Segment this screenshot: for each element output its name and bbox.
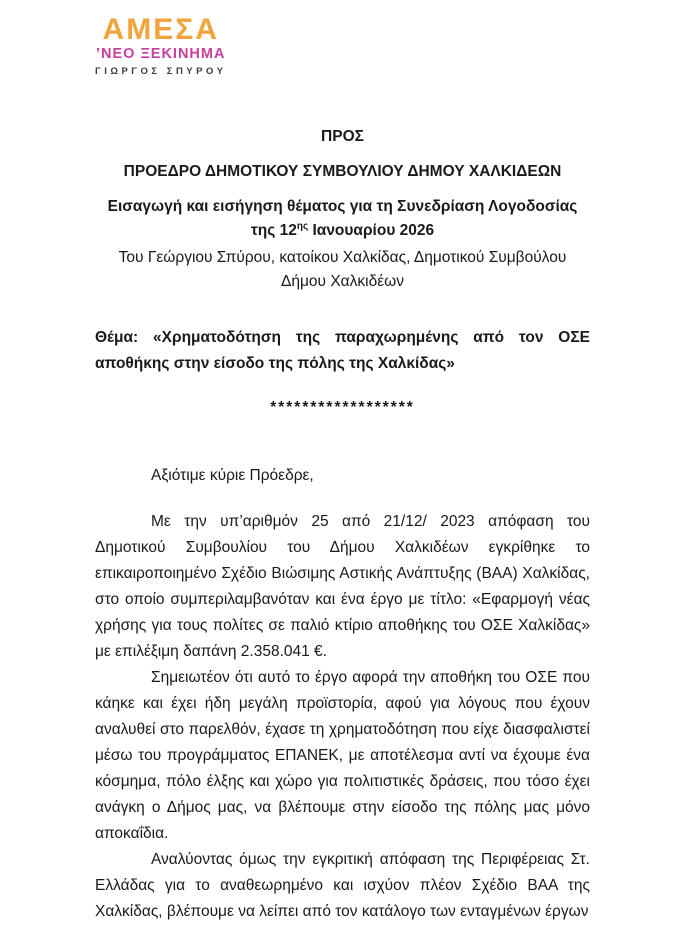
logo-brand-text: ΑΜΕΣΑ xyxy=(102,13,219,46)
body-paragraph: Με την υπ’αριθμόν 25 από 21/12/ 2023 απόφαση του Δημοτικού Συμβουλίου του Δήμου Χαλκιδέων εγκρίθηκε το επικαιροποιημένο Σχέδιο Βιώσιμης Αστικής Ανάπτυξης (ΒΑΑ) Χαλκίδας, στο οποίο συμπεριλαμβανόταν και ένα έργο με τίτλο: «Εφαρμογή νέας χρήσης για τους πολίτες σε παλιό κτίριο αποθήκης του ΟΣΕ Χαλκίδας» με επιλέξιμη δαπάνη 2.358.041 €. xyxy=(95,513,590,660)
session-date-prefix: της 12 xyxy=(250,222,297,239)
body-paragraph: Σημειωτέον ότι αυτό το έργο αφορά την αποθήκη του ΟΣΕ που κάηκε και έχει ήδη μεγάλη προϊστορία, αφού για λόγους που έχουν αναλυθεί στο παρελθόν, έχασε τη χρηματοδότηση που είχε διασφαλιστεί μέσω του προγράμματος ΕΠΑΝΕΚ, με αποτέλεσμα αντί να έχουμε ένα κόσμημα, πόλο έλξης και χώρο για πολιτιστικές δράσεις, που τόσο έχει ανάγκη ο Δήμος μας, να βλέπουμε στην είσοδο της πόλης μας μόνο αποκαΐδια. xyxy=(95,669,590,842)
heading-recipient: ΠΡΟΕΔΡΟ ΔΗΜΟΤΙΚΟΥ ΣΥΜΒΟΥΛΙΟΥ ΔΗΜΟΥ ΧΑΛΚΙΔΕΩΝ xyxy=(123,163,562,180)
session-date-suffix: Ιανουαρίου 2026 xyxy=(308,222,435,239)
session-date-ordinal: ης xyxy=(296,220,309,232)
heading-session-line1: Εισαγωγή και εισήγηση θέματος για τη Συνεδρίαση Λογοδοσίας xyxy=(107,198,578,215)
subject-line: Θέμα: «Χρηματοδότηση της παραχωρημένης από τον ΟΣΕ αποθήκης στην είσοδο της πόλης της Χαλκίδας» xyxy=(95,329,590,372)
logo-person-text: ΓΙΩΡΓΟΣ ΣΠΥΡΟΥ xyxy=(95,66,227,77)
body-paragraph: Αναλύοντας όμως την εγκριτική απόφαση της Περιφέρειας Στ. Ελλάδας για το αναθεωρημένο και ισχύον πλέον Σχέδιο ΒΑΑ της Χαλκίδας, βλέπουμε να λείπει από τον κατάλογο των ενταγμένων έργων xyxy=(95,851,590,920)
asterisk-separator: ****************** xyxy=(270,399,415,416)
heading-session-date xyxy=(95,219,590,243)
salutation: Αξιότιμε κύριε Πρόεδρε, xyxy=(151,467,314,484)
heading-to: ΠΡΟΣ xyxy=(321,128,364,145)
author-line2: Δήμου Χαλκιδέων xyxy=(281,273,404,290)
author-line1: Του Γεώργιου Σπύρου, κατοίκου Χαλκίδας, Δημοτικού Συμβούλου xyxy=(118,249,567,266)
logo-subbrand-text: ’ΝΕΟ ΞΕΚΙΝΗΜΑ xyxy=(95,46,226,62)
logo xyxy=(95,14,226,77)
heading-author xyxy=(95,246,590,294)
